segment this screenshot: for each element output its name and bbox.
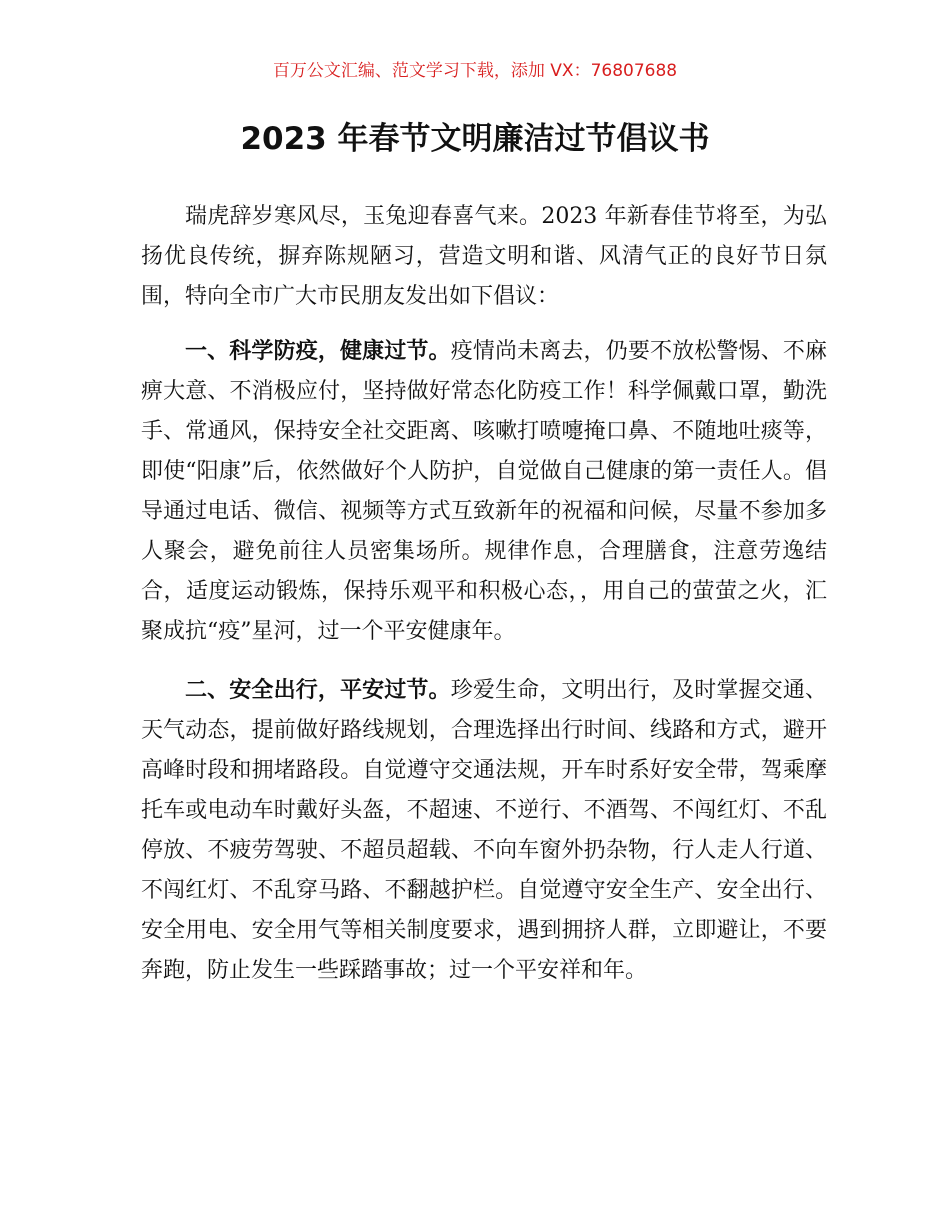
section-1-text: 疫情尚未离去，仍要不放松警惕、不麻痹大意、不消极应付，坚持做好常态化防疫工作！科学佩戴口罩，勤洗手、常通风，保持安全社交距离、咳嗽打喷嚏掩口鼻、不随地吐痰等，即使“阳康”后，依然做好个人防护，自觉做自己健康的第一责任人。倡导通过电话、微信、视频等方式互致新年的祝福和问候，尽量不参加多人聚会，避免前往人员密集场所。规律作息，合理膳食，注意劳逸结合，适度运动锻炼，保持乐观平和积极心态，，用自己的萤萤之火，汇聚成抗“疫”星河，过一个平安健康年。 <box>141 339 827 644</box>
section-2-paragraph <box>141 670 827 991</box>
document-body <box>141 197 827 991</box>
section-1-paragraph <box>141 331 827 652</box>
section-1-heading: 一、科学防疫，健康过节。 <box>185 338 451 364</box>
promo-header: 百万公文汇编、范文学习下载，添加 VX：76807688 <box>272 61 678 81</box>
section-2-text: 珍爱生命，文明出行，及时掌握交通、天气动态，提前做好路线规划，合理选择出行时间、线路和方式，避开高峰时段和拥堵路段。自觉遵守交通法规，开车时系好安全带，驾乘摩托车或电动车时戴好头盔，不超速、不逆行、不酒驾、不闯红灯、不乱停放、不疲劳驾驶、不超员超载、不向车窗外扔杂物，行人走人行道、不闯红灯、不乱穿马路、不翻越护栏。自觉遵守安全生产、安全出行、安全用电、安全用气等相关制度要求，遇到拥挤人群，立即避让，不要奔跑，防止发生一些踩踏事故；过一个平安祥和年。 <box>141 678 827 983</box>
section-2-heading: 二、安全出行，平安过节。 <box>185 677 451 703</box>
intro-paragraph <box>141 197 827 317</box>
document-title: 2023 年春节文明廉洁过节倡议书 <box>240 121 710 157</box>
intro-paragraph-text: 瑞虎辞岁寒风尽，玉兔迎春喜气来。2023 年新春佳节将至，为弘扬优良传统，摒弃陈规陋习，营造文明和谐、风清气正的良好节日氛围，特向全市广大市民朋友发出如下倡议： <box>141 204 827 309</box>
